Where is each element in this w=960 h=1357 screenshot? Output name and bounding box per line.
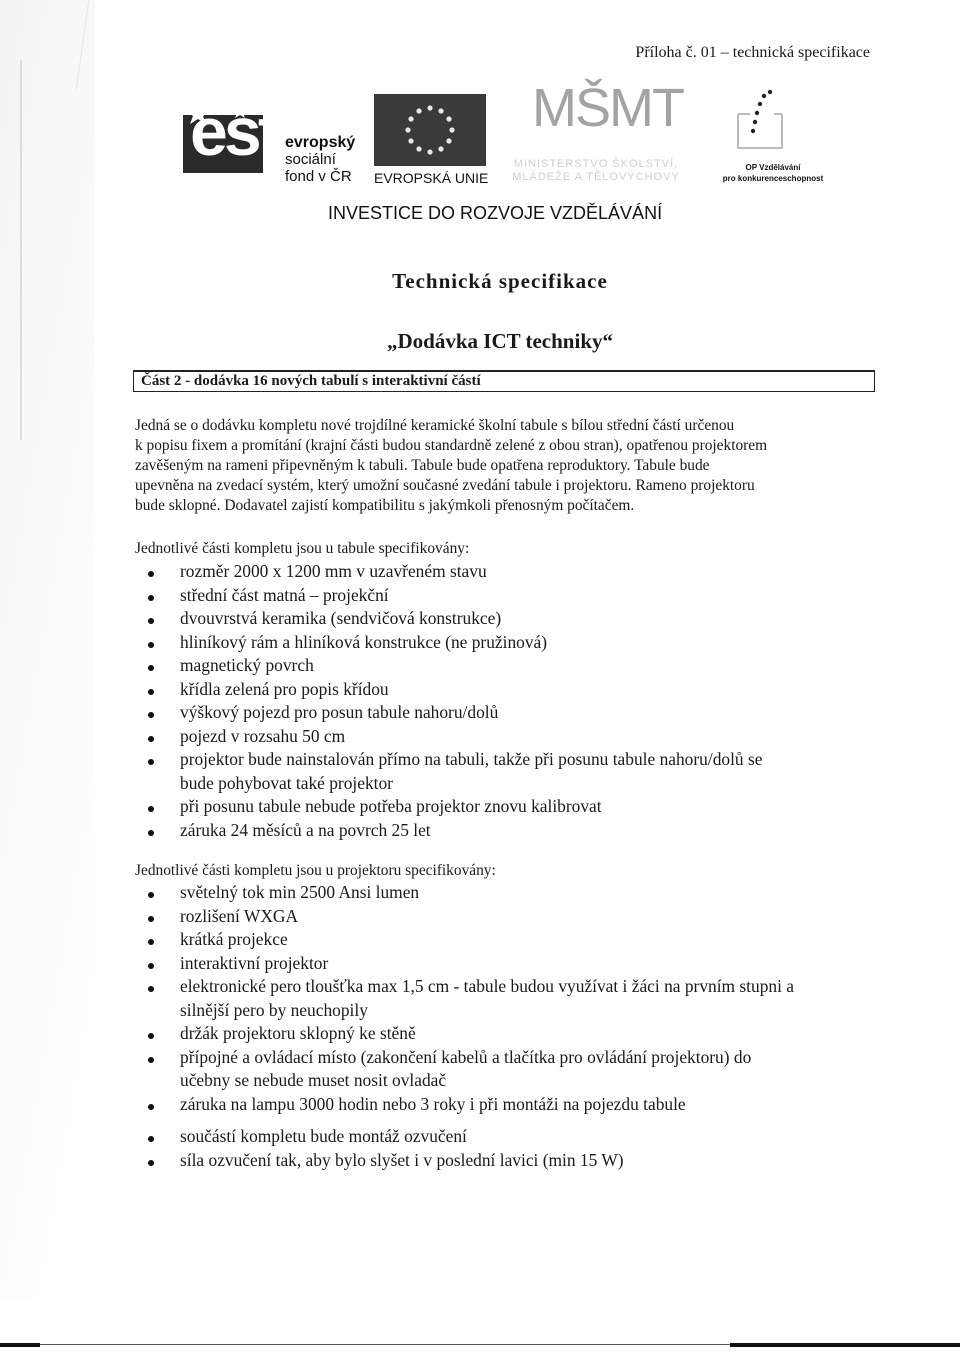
- bottom-border-thin: [40, 1344, 730, 1345]
- intro-line: k popisu fixem a promítání (krajní části budou standardně zelené z obou stran), opatřenou projektorem: [135, 437, 768, 454]
- list-item-text: síla ozvučení tak, aby bylo slyšet i v poslední lavici (min 15 W): [180, 1149, 624, 1170]
- list-item-text: střední část matná – projekční: [180, 584, 389, 605]
- list-item-text: křídla zelená pro popis křídou: [180, 678, 389, 699]
- msmt-line-1: MINISTERSTVO ŠKOLSTVÍ,: [513, 158, 679, 170]
- list-item: [135, 678, 762, 702]
- bullet-icon: [148, 618, 154, 624]
- list-item-text: součástí kompletu bude montáž ozvučení: [180, 1126, 467, 1146]
- bullet-icon: [148, 806, 154, 812]
- op-line-2: pro konkurenceschopnost: [722, 174, 824, 183]
- bullet-icon: [148, 963, 154, 969]
- bullet-icon: [148, 1057, 154, 1063]
- intro-paragraph: [135, 416, 871, 516]
- bullet-icon: [148, 642, 154, 648]
- bullet-icon: [148, 712, 154, 718]
- list-item: [135, 1093, 794, 1117]
- op-line-1: OP Vzdělávání: [745, 163, 801, 172]
- list-item: [135, 560, 762, 584]
- intro-line: bude sklopné. Dodavatel zajistí kompatibilitu s jakýmkoli přenosným počítačem.: [135, 497, 635, 514]
- list-item: [135, 928, 794, 952]
- esf-line-3: fond v ČR: [285, 168, 352, 185]
- op-logo-icon: [730, 84, 790, 154]
- eu-flag-icon: [374, 94, 486, 166]
- bullet-icon: [148, 939, 154, 945]
- list-item-text: magnetický povrch: [180, 655, 314, 675]
- intro-line: Jedná se o dodávku kompletu nové trojdílné keramické školní tabule s bílou střední částí určenou: [135, 417, 735, 434]
- list-item: [135, 1149, 624, 1173]
- esf-letters: esf: [190, 94, 277, 170]
- list-item: [135, 1125, 624, 1149]
- list-item: [135, 631, 762, 655]
- scan-artifact: [20, 60, 22, 440]
- bullet-icon: [148, 1160, 154, 1166]
- list-item: [135, 905, 794, 929]
- list-item-text: projektor bude nainstalován přímo na tabuli, takže při posunu tabule nahoru/dolů se: [180, 749, 763, 769]
- annex-label: Příloha č. 01 – technická specifikace: [635, 44, 870, 61]
- list-item-text: silnější pero by neuchopily: [180, 999, 368, 1020]
- intro-line: zavěšeným na rameni připevněným k tabuli. Tabule bude opatřena reproduktory. Tabule bude: [135, 457, 710, 474]
- list-item-text: záruka 24 měsíců a na povrch 25 let: [180, 819, 431, 840]
- list-item: [135, 748, 762, 795]
- list-item: [135, 881, 794, 905]
- list-item: [135, 654, 762, 678]
- list-item-text: učebny se nebude muset nosit ovladač: [180, 1070, 447, 1090]
- eu-label: EVROPSKÁ UNIE: [374, 170, 489, 186]
- intro-line: upevněna na zvedací systém, který umožní současné zvedání tabule i projektoru. Rameno projektoru: [135, 477, 755, 494]
- msmt-logo-mark: MŠMT: [532, 78, 683, 138]
- bullet-icon: [148, 665, 154, 671]
- esf-line-2: sociální: [285, 151, 336, 168]
- list-item-text: interaktivní projektor: [180, 952, 329, 973]
- list-item: [135, 952, 794, 976]
- list-item: [135, 795, 762, 819]
- list-item-text: světelný tok min 2500 Ansi lumen: [180, 882, 420, 902]
- msmt-line-2: MLÁDEŽE A TĚLOVÝCHOVY: [512, 171, 680, 183]
- esf-text: [285, 134, 355, 185]
- list-item: [135, 725, 762, 749]
- list-item-text: bude pohybovat také projektor: [180, 772, 393, 793]
- list-item: [135, 607, 762, 631]
- list-item: [135, 701, 762, 725]
- msmt-text: [496, 158, 696, 184]
- list-item-text: pojezd v rozsahu 50 cm: [180, 725, 346, 746]
- esf-line-1: evropský: [285, 134, 356, 151]
- bullet-icon: [148, 759, 154, 765]
- bullet-icon: [148, 571, 154, 577]
- scan-shadow: [0, 0, 95, 1300]
- bullet-icon: [148, 916, 154, 922]
- board-spec-list: [135, 560, 762, 842]
- list-item-text: krátká projekce: [180, 929, 288, 949]
- bullet-icon: [148, 986, 154, 992]
- projector-spec-lead: Jednotlivé části kompletu jsou u projektoru specifikovány:: [135, 862, 496, 879]
- list-item-text: držák projektoru sklopný ke stěně: [180, 1023, 416, 1043]
- investice-tagline: INVESTICE DO ROZVOJE VZDĚLÁVÁNÍ: [328, 203, 663, 223]
- list-item-text: dvouvrstvá keramika (sendvičová konstrukce): [180, 608, 502, 628]
- list-item-text: elektronické pero tloušťka max 1,5 cm - tabule budou využívat i žáci na prvním stupni a: [180, 976, 794, 996]
- list-item-text: rozměr 2000 x 1200 mm v uzavřeném stavu: [180, 561, 487, 581]
- bullet-icon: [148, 689, 154, 695]
- list-item-text: rozlišení WXGA: [180, 905, 299, 926]
- sound-spec-list: [135, 1125, 624, 1172]
- bullet-icon: [148, 830, 154, 836]
- bullet-icon: [148, 1104, 154, 1110]
- list-item: [135, 819, 762, 843]
- bullet-icon: [148, 736, 154, 742]
- list-item: [135, 1022, 794, 1046]
- bullet-icon: [148, 892, 154, 898]
- projector-spec-list: [135, 881, 794, 1116]
- list-item-text: výškový pojezd pro posun tabule nahoru/dolů: [180, 702, 499, 722]
- list-item-text: při posunu tabule nebude potřeba projektor znovu kalibrovat: [180, 796, 602, 816]
- document-subtitle: „Dodávka ICT techniky“: [387, 329, 613, 353]
- part-heading: Část 2 - dodávka 16 nových tabulí s interaktivní částí: [141, 373, 481, 389]
- list-item-text: přípojné a ovládací místo (zakončení kabelů a tlačítka pro ovládání projektoru) do: [180, 1046, 752, 1067]
- bullet-icon: [148, 1136, 154, 1142]
- bullet-icon: [148, 1033, 154, 1039]
- list-item: [135, 1046, 794, 1093]
- document-title: Technická specifikace: [392, 269, 608, 293]
- op-label: [698, 162, 848, 184]
- list-item-text: hliníkový rám a hliníková konstrukce (ne pružinová): [180, 631, 548, 652]
- list-item: [135, 975, 794, 1022]
- board-spec-lead: Jednotlivé části kompletu jsou u tabule specifikovány:: [135, 540, 470, 557]
- list-item: [135, 584, 762, 608]
- bullet-icon: [148, 595, 154, 601]
- list-item-text: záruka na lampu 3000 hodin nebo 3 roky i při montáži na pojezdu tabule: [180, 1093, 686, 1114]
